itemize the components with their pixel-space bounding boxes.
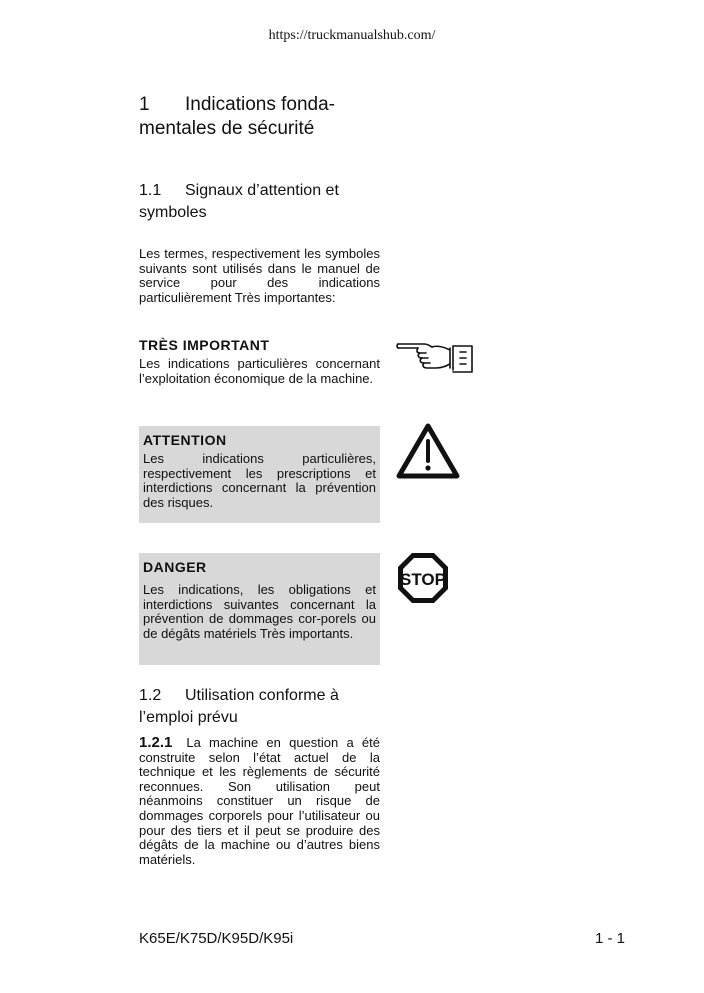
stop-sign-text: STOP xyxy=(400,570,446,589)
section-1-2-title-line1: Utilisation conforme à xyxy=(185,687,339,704)
stop-sign-icon xyxy=(396,551,450,605)
section-1-1-heading xyxy=(139,180,380,224)
section-1-2-1-paragraph xyxy=(139,736,380,867)
footer-model: K65E/K75D/K95D/K95i xyxy=(139,930,294,947)
tres-important-label: TRÈS IMPORTANT xyxy=(139,337,270,353)
tres-important-text: Les indications particulières concernant l’exploitation économique de la machine. xyxy=(139,356,380,386)
section-1-1-intro: Les termes, respectivement les symboles suivants sont utilisés dans le manuel de service pour des indications particulièrement Très importantes: xyxy=(139,246,380,305)
attention-label: ATTENTION xyxy=(143,432,227,448)
source-url[interactable]: https://truckmanualshub.com/ xyxy=(268,28,436,43)
tres-important-block xyxy=(139,337,380,386)
section-1-heading xyxy=(139,93,380,141)
warning-triangle-icon xyxy=(396,423,460,479)
section-1-2-1-number: 1.2.1 xyxy=(139,734,173,751)
section-1-2-number: 1.2 xyxy=(139,687,162,704)
section-1-title-line2: mentales de sécurité xyxy=(139,118,315,139)
section-1-title-line1: Indications fonda- xyxy=(185,94,335,115)
section-1-2-1-text: La machine en question a été construite selon l’état actuel de la technique et les règlements de sécurité reconnues. Son utilisation peut néanmoins constituer un risque de dommages corporels pour l’utilisateur ou pour des tiers et il peut se produire des dégâts de la machine ou d’autres biens matériels. xyxy=(139,735,380,867)
footer-page-number: 1 - 1 xyxy=(594,930,625,947)
section-1-2-title-line2: l’emploi prévu xyxy=(139,709,238,726)
section-1-2-heading xyxy=(139,685,380,729)
danger-text: Les indications, les obligations et interdictions suivantes concernant la prévention de dommages cor-porels ou de dégâts matériels Très importants. xyxy=(143,582,376,641)
section-1-1-title-line1: Signaux d’attention et xyxy=(185,182,339,199)
danger-box xyxy=(139,553,380,665)
section-1-1-title-line2: symboles xyxy=(139,204,207,221)
attention-text: Les indications particulières, respectivement les prescriptions et interdictions concernant la prévention des risques. xyxy=(143,451,376,510)
pointing-hand-icon xyxy=(396,338,476,376)
attention-box xyxy=(139,426,380,523)
section-1-1-number: 1.1 xyxy=(139,182,162,199)
danger-label: DANGER xyxy=(143,559,207,575)
section-1-number: 1 xyxy=(139,94,150,115)
